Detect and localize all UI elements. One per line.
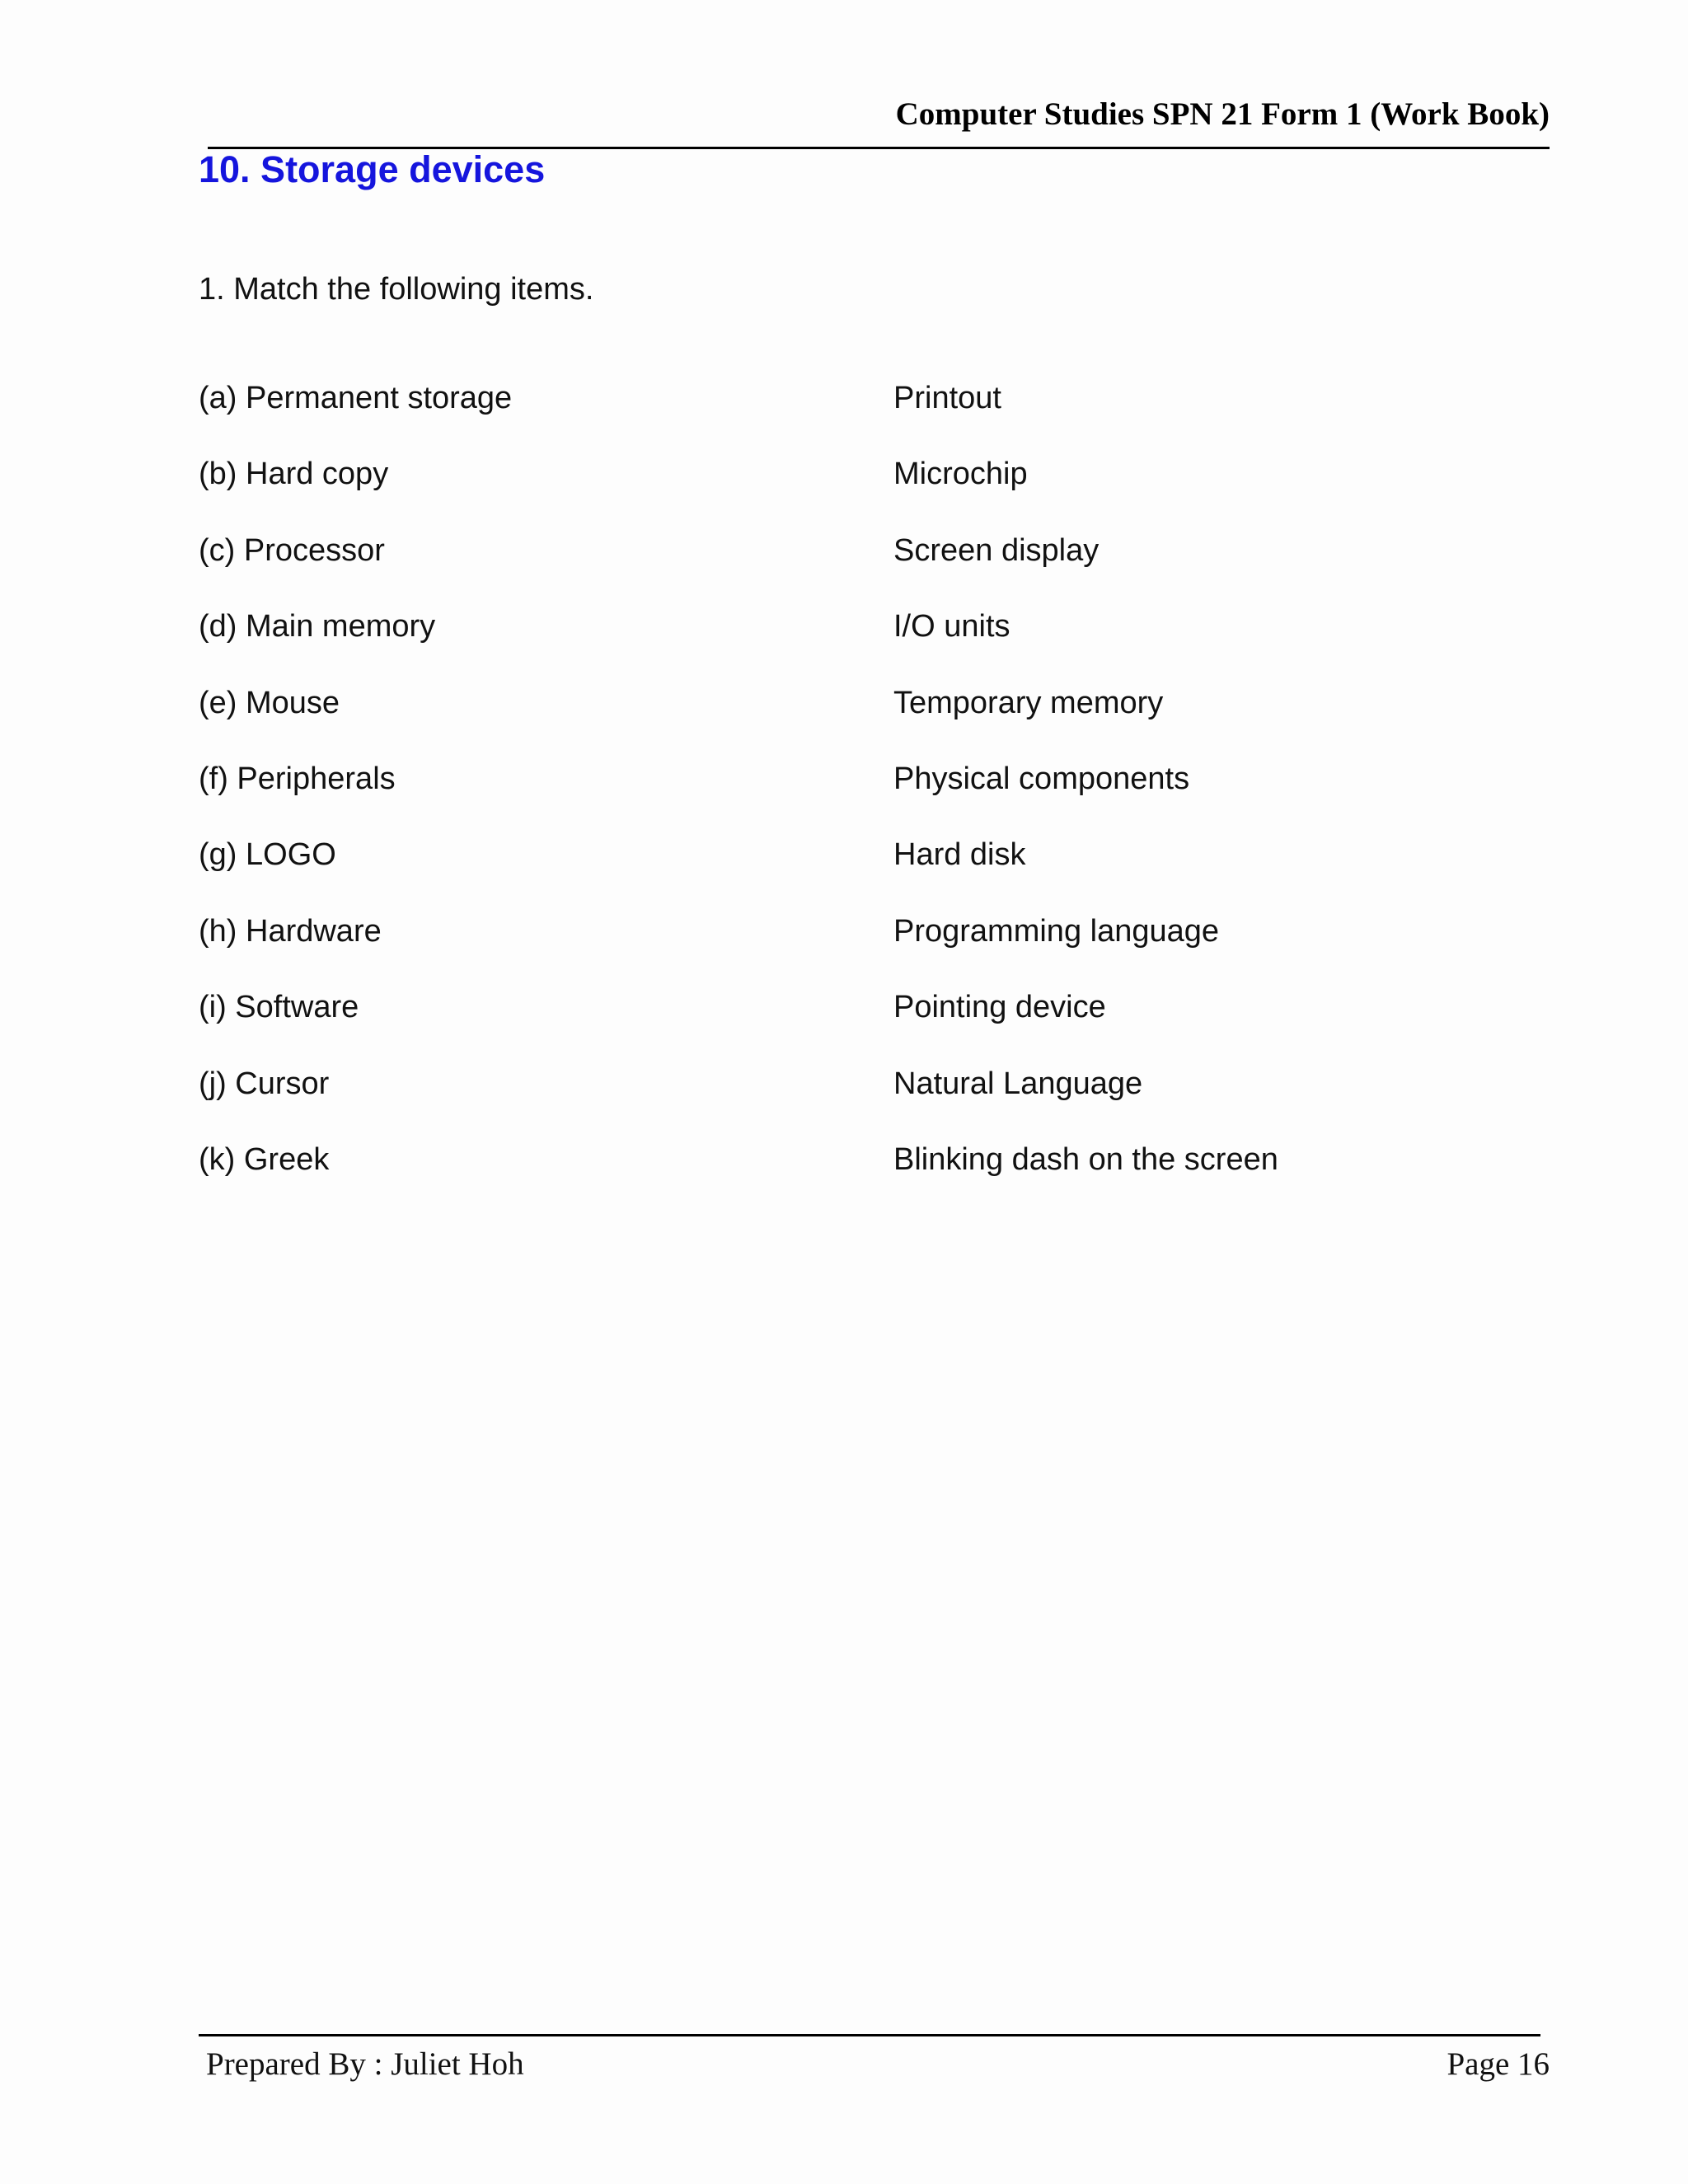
match-row: [199, 1066, 1435, 1142]
match-item-left: (c) Processor: [199, 532, 385, 568]
match-row: [199, 533, 1435, 609]
match-item-left: (g) LOGO: [199, 837, 336, 873]
question-instruction: 1. Match the following items.: [199, 272, 594, 307]
footer-page-number: Page 16: [1447, 2046, 1550, 2082]
match-row: [199, 837, 1435, 913]
match-row: [199, 686, 1435, 762]
section-heading: 10. Storage devices: [199, 148, 546, 190]
match-row: [199, 990, 1435, 1066]
match-item-left: (a) Permanent storage: [199, 381, 513, 415]
match-item-right: Programming language: [893, 913, 1220, 949]
match-row: [199, 457, 1435, 532]
match-item-right: Screen display: [893, 532, 1100, 568]
match-item-left: (k) Greek: [199, 1141, 330, 1177]
match-row: [199, 381, 1435, 457]
match-item-left: (d) Main memory: [199, 609, 436, 644]
match-item-right: Microchip: [893, 457, 1028, 492]
match-item-right: Hard disk: [893, 837, 1026, 873]
match-item-right: Temporary memory: [893, 685, 1164, 720]
match-item-right: Physical components: [893, 761, 1190, 796]
match-item-left: (f) Peripherals: [199, 761, 396, 796]
match-item-right: Natural Language: [893, 1066, 1143, 1101]
match-item-right: Printout: [893, 381, 1001, 415]
match-item-right: Blinking dash on the screen: [893, 1141, 1278, 1177]
match-item-left: (b) Hard copy: [199, 457, 389, 492]
header-title: Computer Studies SPN 21 Form 1 (Work Book): [895, 96, 1550, 132]
match-row: [199, 914, 1435, 990]
match-row: [199, 762, 1435, 837]
match-item-left: (i) Software: [199, 990, 359, 1025]
match-row: [199, 609, 1435, 685]
match-item-left: (e) Mouse: [199, 685, 340, 720]
match-item-left: (h) Hardware: [199, 913, 382, 949]
match-item-right: Pointing device: [893, 990, 1106, 1025]
footer-author: Prepared By : Juliet Hoh: [206, 2046, 524, 2082]
footer-rule: [199, 2034, 1540, 2036]
match-row: [199, 1142, 1435, 1218]
match-item-right: I/O units: [893, 609, 1010, 644]
match-item-left: (j) Cursor: [199, 1066, 330, 1101]
match-list: [199, 381, 1435, 1218]
